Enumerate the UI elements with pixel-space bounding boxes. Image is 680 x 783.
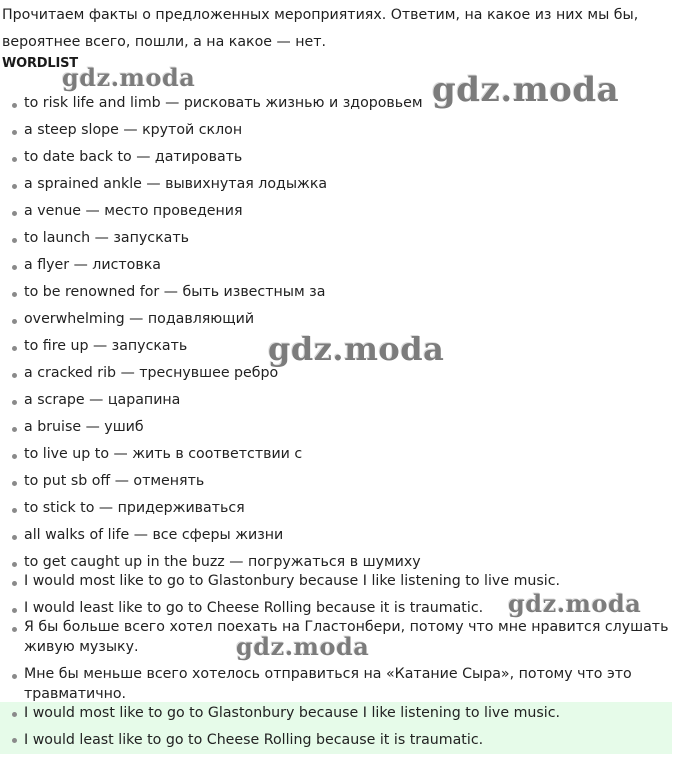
- list-item: [0, 147, 672, 167]
- list-item-text: to risk life and limb — рисковать жизнью и здоровьем: [24, 95, 423, 111]
- bullet: [12, 712, 17, 717]
- bullet: [12, 130, 17, 135]
- list-item-text: a scrape — царапина: [24, 392, 181, 408]
- bullet: [12, 627, 17, 632]
- list-item-text: to be renowned for — быть известным за: [24, 284, 326, 300]
- bullet: [12, 535, 17, 540]
- bullet: [12, 608, 17, 613]
- list-item-text: to put sb off — отменять: [24, 473, 205, 489]
- list-item-text: a venue — место проведения: [24, 203, 243, 219]
- list-item: [0, 390, 672, 410]
- list-item: [0, 282, 672, 302]
- list-item-text: overwhelming — подавляющий: [24, 311, 255, 327]
- list-item: [0, 664, 672, 704]
- watermark: gdz.moda: [508, 589, 642, 618]
- list-item-text: to get caught up in the buzz — погружаться в шумиху: [24, 554, 421, 570]
- list-item: [0, 552, 672, 572]
- bullet: [12, 581, 17, 586]
- list-item: [0, 525, 672, 545]
- list-item-text: a cracked rib — треснувшее ребро: [24, 365, 279, 381]
- list-item: [0, 93, 672, 113]
- list-item: [0, 255, 672, 275]
- list-item-text: a flyer — листовка: [24, 257, 161, 273]
- list-item: [0, 363, 672, 383]
- list-item-highlighted: [0, 702, 672, 728]
- list-item-text: I would least like to go to Cheese Rolling because it is traumatic.: [24, 600, 484, 616]
- watermark: gdz.moda: [236, 632, 370, 661]
- list-item-text: I would most like to go to Glastonbury because I like listening to live music.: [24, 705, 561, 721]
- list-item: [0, 471, 672, 491]
- bullet: [12, 319, 17, 324]
- list-item-text: a sprained ankle — вывихнутая лодыжка: [24, 176, 328, 192]
- bullet: [12, 157, 17, 162]
- bullet: [12, 373, 17, 378]
- list-item: [0, 309, 672, 329]
- list-item-text: all walks of life — все сферы жизни: [24, 527, 284, 543]
- list-item-text: a steep slope — крутой склон: [24, 122, 243, 138]
- bullet: [12, 103, 17, 108]
- wordlist-heading: WORDLIST: [2, 56, 78, 71]
- intro-text: Прочитаем факты о предложенных мероприятиях. Ответим, на какое из них мы бы, вероятнее всего, пошли, а на какое — нет.: [2, 7, 639, 50]
- watermark: gdz.moda: [268, 330, 445, 368]
- bullet: [12, 427, 17, 432]
- list-item-text: I would most like to go to Glastonbury because I like listening to live music.: [24, 573, 561, 589]
- watermark: gdz.moda: [62, 63, 196, 92]
- bullet: [12, 211, 17, 216]
- list-item-highlighted: [0, 728, 672, 754]
- list-item: [0, 336, 672, 356]
- watermark: gdz.moda: [432, 70, 620, 110]
- list-item-text: Я бы больше всего хотел поехать на Гластонбери, потому что мне нравится слушать живую музыку.: [24, 619, 669, 655]
- list-item-text: a bruise — ушиб: [24, 419, 144, 435]
- list-item-text: to stick to — придерживаться: [24, 500, 245, 516]
- bullet: [12, 454, 17, 459]
- list-item-text: to fire up — запускать: [24, 338, 188, 354]
- bullet: [12, 265, 17, 270]
- list-item-text: to live up to — жить в соответствии с: [24, 446, 303, 462]
- list-item: [0, 201, 672, 221]
- list-item: [0, 498, 672, 518]
- list-item: [0, 417, 672, 437]
- list-item: [0, 598, 672, 618]
- list-item: [0, 571, 672, 591]
- bullet: [12, 674, 17, 679]
- bullet: [12, 400, 17, 405]
- bullet: [12, 346, 17, 351]
- list-item: [0, 617, 672, 657]
- list-item: [0, 228, 672, 248]
- bullet: [12, 184, 17, 189]
- bullet: [12, 238, 17, 243]
- list-item-text: Мне бы меньше всего хотелось отправиться на «Катание Сыра», потому что это травматично.: [24, 666, 632, 702]
- list-item: [0, 120, 672, 140]
- bullet: [12, 508, 17, 513]
- list-item-text: to date back to — датировать: [24, 149, 243, 165]
- list-item-text: to launch — запускать: [24, 230, 189, 246]
- bullet: [12, 738, 17, 743]
- list-item: [0, 174, 672, 194]
- list-item-text: I would least like to go to Cheese Rolling because it is traumatic.: [24, 732, 484, 748]
- list-item: [0, 444, 672, 464]
- bullet: [12, 481, 17, 486]
- bullet: [12, 562, 17, 567]
- bullet: [12, 292, 17, 297]
